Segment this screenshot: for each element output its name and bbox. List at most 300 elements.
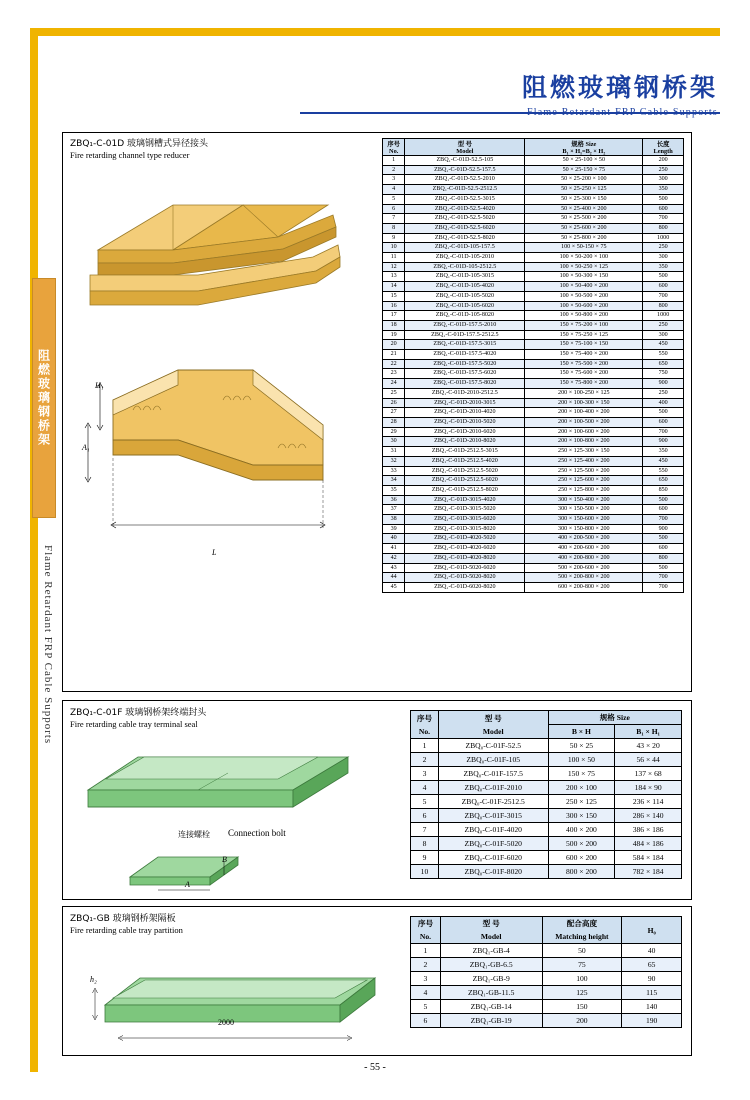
table-cell: 250 × 125-400 × 200 [525, 456, 643, 466]
table-cell: 782 × 184 [615, 865, 682, 879]
table-row [383, 466, 684, 476]
table-cell: 35 [383, 485, 405, 495]
table-cell: ZBQ₁-GB-19 [440, 1014, 542, 1028]
table-cell: 14 [383, 282, 405, 292]
table-cell: 140 [622, 1000, 682, 1014]
table-cell: ZBQ₁-C-01D-6020-8020 [405, 582, 525, 592]
table-row [411, 781, 682, 795]
table-cell: 150 × 75 [548, 767, 615, 781]
table-cell: ZBQ₁-C-01D-52.5-105 [405, 156, 525, 166]
table-cell: 34 [383, 476, 405, 486]
table-cell: 150 × 75-500 × 200 [525, 359, 643, 369]
table-cell: ZBQ₁-C-01D-3015-5020 [405, 505, 525, 515]
table-row [383, 495, 684, 505]
table-cell: ZBQ₁-C-01D-2010-8020 [405, 437, 525, 447]
table-cell: 400 × 200 [548, 823, 615, 837]
section-reducer-caption-cn: ZBQ₁-C-01D 玻璃钢槽式异径接头 [70, 139, 209, 149]
table-cell: 200 × 100-250 × 125 [525, 388, 643, 398]
table-row [383, 350, 684, 360]
partition-spec-table [410, 916, 682, 1028]
section-seal-caption-en: Fire retarding cable tray terminal seal [70, 719, 198, 730]
table-cell: ZBQ₁-C-01D-157.5-2010 [405, 320, 525, 330]
table-cell: 3 [383, 175, 405, 185]
table-row [383, 388, 684, 398]
table-row [383, 340, 684, 350]
table-cell: ZBQ₁-C-01D-2010-2512.5 [405, 388, 525, 398]
table-cell: 250 [643, 165, 684, 175]
table-cell: 50 × 25-150 × 75 [525, 165, 643, 175]
table-cell: 56 × 44 [615, 753, 682, 767]
table-row [383, 156, 684, 166]
reducer-spec-table [382, 138, 684, 593]
table-row [411, 958, 682, 972]
table-cell: 4 [383, 185, 405, 195]
table-cell: 600 × 200-800 × 200 [525, 582, 643, 592]
terminal-seal-drawing [78, 745, 358, 835]
label-connection-bolt-cn: 连接螺栓 [178, 830, 210, 839]
table-cell: 50 × 25-100 × 50 [525, 156, 643, 166]
table-row [383, 311, 684, 321]
table-cell: 37 [383, 505, 405, 515]
table-row [383, 544, 684, 554]
table-cell: 500 [643, 408, 684, 418]
table-cell: 5 [411, 1000, 441, 1014]
table-cell: 900 [643, 437, 684, 447]
table-header-row [411, 711, 682, 725]
table-cell: ZBQ₁-GB-6.5 [440, 958, 542, 972]
table-cell: 75 [542, 958, 622, 972]
table-cell: ZBQ₁-C-01D-3015-8020 [405, 524, 525, 534]
terminal-seal-table-body [411, 739, 682, 879]
table-cell: 850 [643, 485, 684, 495]
table-cell: 150 × 75-250 × 125 [525, 330, 643, 340]
table-cell: 6 [383, 204, 405, 214]
table-cell: 450 [643, 340, 684, 350]
table-cell: ZBQ₁-C-01D-105-6020 [405, 301, 525, 311]
table-cell: 150 [542, 1000, 622, 1014]
terminal-seal-spec-table [410, 710, 682, 879]
side-vertical-label: Flame Retardant FRP Cable Supports [42, 545, 54, 745]
table-row [383, 204, 684, 214]
table-cell: 100 × 50-800 × 200 [525, 311, 643, 321]
table-cell: 50 × 25-400 × 200 [525, 204, 643, 214]
table-row [383, 476, 684, 486]
table-cell: 90 [622, 972, 682, 986]
table-cell: 32 [383, 456, 405, 466]
table-cell: 100 × 50-600 × 200 [525, 301, 643, 311]
table-cell: ZBQ₁-C-01D-2010-6020 [405, 427, 525, 437]
table-cell: ZBQ₁-C-01D-2010-5020 [405, 417, 525, 427]
table-cell: 39 [383, 524, 405, 534]
table-cell: 900 [643, 524, 684, 534]
table-cell: 11 [383, 253, 405, 263]
table-cell: 200 × 100-400 × 200 [525, 408, 643, 418]
table-cell: 42 [383, 553, 405, 563]
table-header-row [411, 917, 682, 944]
th-length: 长度 Length [643, 139, 684, 156]
table-cell: 250 × 125-500 × 200 [525, 466, 643, 476]
table-cell: 1 [411, 739, 439, 753]
table-cell: ZBQ₁-C-01D-3015-4020 [405, 495, 525, 505]
table-row [383, 534, 684, 544]
table-cell: 600 [643, 505, 684, 515]
table-row [383, 223, 684, 233]
table-cell: 300 [643, 330, 684, 340]
table-cell: 150 × 75-600 × 200 [525, 369, 643, 379]
partition-table-body [411, 944, 682, 1028]
table-row [383, 243, 684, 253]
table-cell: ZBQ₀-C-01F-52.5 [438, 739, 548, 753]
table-cell: 50 × 25-300 × 150 [525, 194, 643, 204]
th-h0: H₀ [622, 917, 682, 944]
table-cell: ZBQ₁-C-01D-52.5-4020 [405, 204, 525, 214]
label-b: B [222, 855, 227, 864]
table-row [411, 1000, 682, 1014]
table-cell: 250 × 125-800 × 200 [525, 485, 643, 495]
table-cell: 30 [383, 437, 405, 447]
label-l: L [212, 548, 217, 557]
table-row [383, 301, 684, 311]
table-cell: 7 [383, 214, 405, 224]
label-h2: h₂ [90, 975, 97, 984]
table-cell: 23 [383, 369, 405, 379]
table-cell: 2 [411, 958, 441, 972]
table-cell: 350 [643, 185, 684, 195]
table-cell: ZBQ₁-C-01D-105-8020 [405, 311, 525, 321]
table-cell: 400 [643, 398, 684, 408]
table-cell: ZBQ₁-C-01D-52.5-157.5 [405, 165, 525, 175]
table-row [383, 165, 684, 175]
section-partition-caption-cn: ZBQ₁-GB 玻璃钢桥架隔板 [70, 914, 176, 924]
table-cell: 4 [411, 781, 439, 795]
label-a1: A₁ [82, 443, 90, 452]
table-cell: 28 [383, 417, 405, 427]
table-row [383, 427, 684, 437]
table-row [383, 505, 684, 515]
table-cell: ZBQ₁-C-01D-52.5-2010 [405, 175, 525, 185]
table-cell: 250 [643, 243, 684, 253]
table-cell: 100 × 50-150 × 75 [525, 243, 643, 253]
table-cell: 150 × 75-400 × 200 [525, 350, 643, 360]
table-row [383, 582, 684, 592]
table-cell: 400 × 200-500 × 200 [525, 534, 643, 544]
table-row [383, 369, 684, 379]
table-cell: ZBQ₁-C-01D-4020-6020 [405, 544, 525, 554]
table-cell: 550 [643, 466, 684, 476]
table-cell: 4 [411, 986, 441, 1000]
section-reducer-caption [70, 138, 208, 162]
table-cell: 50 × 25 [548, 739, 615, 753]
table-cell: ZBQ₀-C-01F-8020 [438, 865, 548, 879]
table-cell: ZBQ₁-C-01D-4020-5020 [405, 534, 525, 544]
table-row [383, 175, 684, 185]
table-cell: 13 [383, 272, 405, 282]
table-cell: 800 [643, 301, 684, 311]
table-cell: ZBQ₁-C-01D-157.5-3015 [405, 340, 525, 350]
table-cell: 500 × 200-800 × 200 [525, 573, 643, 583]
table-cell: 400 × 200-600 × 200 [525, 544, 643, 554]
table-cell: ZBQ₁-C-01D-52.5-2512.5 [405, 185, 525, 195]
table-cell: 700 [643, 573, 684, 583]
terminal-seal-section-drawing [118, 845, 268, 895]
table-cell: ZBQ₁-GB-9 [440, 972, 542, 986]
table-cell: 100 × 50-500 × 200 [525, 291, 643, 301]
table-cell: 24 [383, 379, 405, 389]
table-cell: ZBQ₁-C-01D-157.5-8020 [405, 379, 525, 389]
table-row [383, 553, 684, 563]
th-no: 序号 No. [411, 711, 439, 739]
table-cell: 50 [542, 944, 622, 958]
table-cell: 300 × 150-600 × 200 [525, 515, 643, 525]
table-cell: 25 [383, 388, 405, 398]
reducer-drawing-top [78, 175, 368, 335]
table-cell: 500 [643, 534, 684, 544]
table-cell: ZBQ₁-GB-14 [440, 1000, 542, 1014]
table-row [411, 1014, 682, 1028]
table-cell: 300 [643, 253, 684, 263]
table-header-row [383, 139, 684, 156]
th-no: 序号 No. [411, 917, 441, 944]
table-row [383, 253, 684, 263]
table-cell: 43 × 20 [615, 739, 682, 753]
table-row [383, 379, 684, 389]
table-cell: 20 [383, 340, 405, 350]
table-cell: ZBQ₁-C-01D-2010-4020 [405, 408, 525, 418]
table-cell: 5 [383, 194, 405, 204]
section-reducer-caption-en: Fire retarding channel type reducer [70, 150, 190, 161]
table-cell: 9 [411, 851, 439, 865]
table-cell: 50 × 25-500 × 200 [525, 214, 643, 224]
table-cell: 300 × 150-800 × 200 [525, 524, 643, 534]
table-cell: 100 × 50-200 × 100 [525, 253, 643, 263]
table-cell: 150 × 75-100 × 150 [525, 340, 643, 350]
th-size: 规格 Size B₁ × H₁=B₂ × H₂ [525, 139, 643, 156]
section-seal-caption [70, 707, 206, 731]
table-cell: ZBQ₁-C-01D-5020-6020 [405, 563, 525, 573]
page-number: - 55 - [364, 1062, 386, 1073]
page-title-cn: 阻燃玻璃钢桥架 [521, 73, 718, 102]
table-cell: 250 × 125-600 × 200 [525, 476, 643, 486]
table-cell: ZBQ₁-C-01D-5020-8020 [405, 573, 525, 583]
table-cell: 600 [643, 544, 684, 554]
table-row [411, 944, 682, 958]
table-cell: 16 [383, 301, 405, 311]
reducer-drawing-dimensioned [78, 330, 378, 570]
table-row [383, 456, 684, 466]
table-cell: 800 [643, 223, 684, 233]
table-cell: 1000 [643, 311, 684, 321]
table-cell: 100 × 50 [548, 753, 615, 767]
table-cell: 50 × 25-250 × 125 [525, 185, 643, 195]
label-h1: H₁ [95, 381, 104, 390]
table-cell: ZBQ₁-C-01D-105-2010 [405, 253, 525, 263]
table-row [411, 795, 682, 809]
table-cell: 9 [383, 233, 405, 243]
table-cell: ZBQ₁-C-01D-105-2512.5 [405, 262, 525, 272]
partition-drawing [85, 950, 385, 1050]
table-cell: ZBQ₁-C-01D-4020-8020 [405, 553, 525, 563]
table-cell: 12 [383, 262, 405, 272]
table-row [411, 823, 682, 837]
table-cell: 3 [411, 972, 441, 986]
table-cell: 31 [383, 447, 405, 457]
label-2000: 2000 [218, 1018, 234, 1027]
table-cell: 41 [383, 544, 405, 554]
table-cell: 300 [643, 175, 684, 185]
table-cell: ZBQ₁-C-01D-2512.5-3015 [405, 447, 525, 457]
table-cell: 44 [383, 573, 405, 583]
table-row [383, 417, 684, 427]
table-cell: 236 × 114 [615, 795, 682, 809]
table-cell: 17 [383, 311, 405, 321]
table-cell: 200 × 100-800 × 200 [525, 437, 643, 447]
table-cell: 45 [383, 582, 405, 592]
table-cell: 150 × 75-800 × 200 [525, 379, 643, 389]
table-cell: ZBQ₁-C-01D-157.5-2512.5 [405, 330, 525, 340]
table-row [411, 837, 682, 851]
table-row [383, 194, 684, 204]
table-cell: 900 [643, 379, 684, 389]
table-cell: ZBQ₁-C-01D-2512.5-6020 [405, 476, 525, 486]
table-cell: 150 × 75-200 × 100 [525, 320, 643, 330]
table-cell: ZBQ₀-C-01F-157.5 [438, 767, 548, 781]
table-cell: 500 × 200-600 × 200 [525, 563, 643, 573]
page-title [522, 68, 718, 118]
table-cell: 600 [643, 204, 684, 214]
th-model: 型 号 Model [438, 711, 548, 739]
table-cell: ZBQ₀-C-01F-105 [438, 753, 548, 767]
table-cell: 100 × 50-300 × 150 [525, 272, 643, 282]
table-cell: 650 [643, 359, 684, 369]
table-cell: 550 [643, 350, 684, 360]
table-cell: 500 × 200 [548, 837, 615, 851]
table-cell: ZBQ₀-C-01F-4020 [438, 823, 548, 837]
table-cell: 115 [622, 986, 682, 1000]
table-cell: 50 × 25-600 × 200 [525, 223, 643, 233]
table-cell: ZBQ₀-C-01F-2512.5 [438, 795, 548, 809]
table-row [383, 272, 684, 282]
table-cell: 1000 [643, 233, 684, 243]
table-cell: 700 [643, 291, 684, 301]
section-seal-caption-cn: ZBQ₁-C-01F 玻璃钢桥架终端封头 [70, 708, 207, 718]
table-cell: 40 [383, 534, 405, 544]
section-partition-caption [70, 913, 183, 937]
table-cell: ZBQ₁-C-01D-157.5-4020 [405, 350, 525, 360]
table-cell: ZBQ₀-C-01F-2010 [438, 781, 548, 795]
title-underline [300, 112, 720, 114]
table-cell: ZBQ₁-GB-11.5 [440, 986, 542, 1000]
table-cell: 350 [643, 262, 684, 272]
table-cell: 286 × 140 [615, 809, 682, 823]
table-row [383, 447, 684, 457]
table-cell: ZBQ₁-GB-4 [440, 944, 542, 958]
th-size: 规格 Size [548, 711, 681, 725]
table-row [411, 865, 682, 879]
table-cell: 190 [622, 1014, 682, 1028]
table-cell: 6 [411, 809, 439, 823]
table-cell: 29 [383, 427, 405, 437]
table-cell: 250 × 125-300 × 150 [525, 447, 643, 457]
table-cell: 250 [643, 388, 684, 398]
table-cell: ZBQ₁-C-01D-157.5-6020 [405, 369, 525, 379]
table-row [383, 524, 684, 534]
table-cell: 50 × 25-800 × 200 [525, 233, 643, 243]
table-row [411, 739, 682, 753]
table-cell: 27 [383, 408, 405, 418]
table-cell: 250 × 125 [548, 795, 615, 809]
table-row [383, 359, 684, 369]
table-row [383, 262, 684, 272]
table-cell: ZBQ₁-C-01D-105-4020 [405, 282, 525, 292]
table-cell: 10 [411, 865, 439, 879]
label-a: A [185, 880, 190, 889]
side-tab [32, 278, 56, 518]
table-cell: 2 [411, 753, 439, 767]
table-cell: 50 × 25-200 × 100 [525, 175, 643, 185]
table-cell: ZBQ₁-C-01D-52.5-3015 [405, 194, 525, 204]
th-matching-height: 配合高度 Matching height [542, 917, 622, 944]
table-cell: 600 [643, 417, 684, 427]
table-row [411, 986, 682, 1000]
table-cell: 750 [643, 369, 684, 379]
table-cell: ZBQ₀-C-01F-6020 [438, 851, 548, 865]
table-row [383, 330, 684, 340]
table-cell: 100 [542, 972, 622, 986]
table-cell: 500 [643, 272, 684, 282]
table-cell: 650 [643, 476, 684, 486]
table-cell: 386 × 186 [615, 823, 682, 837]
table-row [383, 233, 684, 243]
table-cell: ZBQ₁-C-01D-157.5-5020 [405, 359, 525, 369]
table-cell: 7 [411, 823, 439, 837]
table-cell: 8 [383, 223, 405, 233]
table-cell: 8 [411, 837, 439, 851]
table-cell: 100 × 50-250 × 125 [525, 262, 643, 272]
table-cell: 40 [622, 944, 682, 958]
table-cell: 22 [383, 359, 405, 369]
table-cell: ZBQ₁-C-01D-2512.5-4020 [405, 456, 525, 466]
table-cell: 300 × 150 [548, 809, 615, 823]
table-cell: 484 × 186 [615, 837, 682, 851]
table-cell: ZBQ₁-C-01D-52.5-8020 [405, 233, 525, 243]
th-model: 型 号 Model [405, 139, 525, 156]
table-row [383, 408, 684, 418]
table-cell: 500 [643, 495, 684, 505]
table-cell: 1 [411, 944, 441, 958]
table-cell: 450 [643, 456, 684, 466]
table-row [383, 214, 684, 224]
table-cell: 3 [411, 767, 439, 781]
table-cell: 137 × 68 [615, 767, 682, 781]
table-cell: ZBQ₁-C-01D-2010-3015 [405, 398, 525, 408]
top-accent-rule [30, 28, 720, 36]
side-tab-label: 阻燃玻璃钢桥架 [36, 349, 51, 447]
table-cell: 1 [383, 156, 405, 166]
table-row [383, 437, 684, 447]
table-cell: 43 [383, 563, 405, 573]
table-cell: 2 [383, 165, 405, 175]
table-cell: ZBQ₀-C-01F-3015 [438, 809, 548, 823]
table-cell: 800 [643, 553, 684, 563]
table-cell: 184 × 90 [615, 781, 682, 795]
th-no: 序号 No. [383, 139, 405, 156]
table-cell: ZBQ₁-C-01D-105-3015 [405, 272, 525, 282]
table-cell: 100 × 50-400 × 200 [525, 282, 643, 292]
table-cell: 250 [643, 320, 684, 330]
section-partition-caption-en: Fire retarding cable tray partition [70, 925, 183, 936]
table-cell: 800 × 200 [548, 865, 615, 879]
table-cell: ZBQ₁-C-01D-52.5-6020 [405, 223, 525, 233]
